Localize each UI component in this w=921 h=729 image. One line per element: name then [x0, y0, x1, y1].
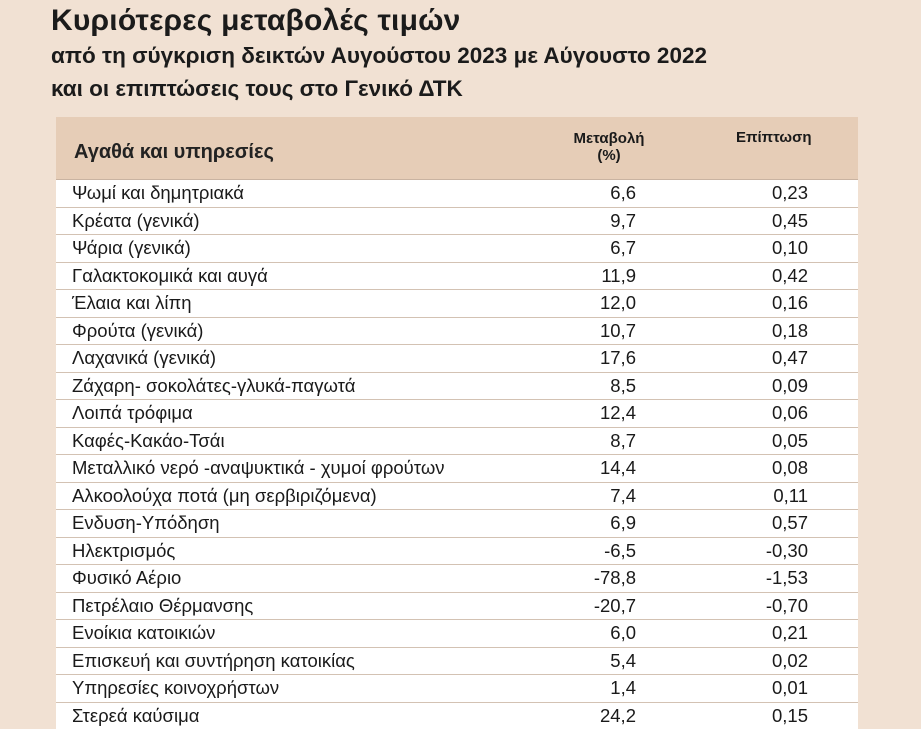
row-name: Λοιπά τρόφιμα [72, 400, 193, 427]
row-impact: 0,10 [772, 235, 808, 262]
row-change: 6,7 [610, 235, 636, 262]
row-name: Πετρέλαιο Θέρμανσης [72, 593, 253, 620]
row-impact: 0,02 [772, 648, 808, 675]
table-row [56, 565, 858, 593]
row-impact: 0,21 [772, 620, 808, 647]
row-impact: 0,42 [772, 263, 808, 290]
row-impact: 0,08 [772, 455, 808, 482]
table-row [56, 593, 858, 621]
table-row [56, 345, 858, 373]
row-change: 7,4 [610, 483, 636, 510]
row-change: 10,7 [600, 318, 636, 345]
row-impact: 0,45 [772, 208, 808, 235]
row-name: Λαχανικά (γενικά) [72, 345, 216, 372]
header-impact: Επίπτωση [736, 129, 812, 146]
row-name: Ψωμί και δημητριακά [72, 180, 244, 207]
table-row [56, 290, 858, 318]
row-impact: -1,53 [766, 565, 808, 592]
row-impact: 0,23 [772, 180, 808, 207]
header-change-label: Μεταβολή [554, 130, 664, 147]
row-change: -20,7 [594, 593, 636, 620]
row-change: -6,5 [604, 538, 636, 565]
row-name: Φρούτα (γενικά) [72, 318, 203, 345]
row-change: 6,9 [610, 510, 636, 537]
row-impact: 0,57 [772, 510, 808, 537]
row-impact: 0,09 [772, 373, 808, 400]
table-row [56, 648, 858, 676]
row-impact: 0,05 [772, 428, 808, 455]
table-row [56, 373, 858, 401]
table-row [56, 538, 858, 566]
row-name: Υπηρεσίες κοινοχρήστων [72, 675, 279, 702]
row-impact: 0,47 [772, 345, 808, 372]
table-row [56, 703, 858, 729]
row-name: Γαλακτοκομικά και αυγά [72, 263, 268, 290]
row-impact: 0,16 [772, 290, 808, 317]
row-change: 11,9 [601, 263, 636, 290]
row-name: Επισκευή και συντήρηση κατοικίας [72, 648, 355, 675]
table-row [56, 318, 858, 346]
row-change: 17,6 [600, 345, 636, 372]
table-row [56, 400, 858, 428]
row-change: 9,7 [610, 208, 636, 235]
table-row [56, 428, 858, 456]
page-title: Κυριότερες μεταβολές τιμών [51, 4, 461, 38]
row-name: Ηλεκτρισμός [72, 538, 175, 565]
table-row [56, 675, 858, 703]
subtitle-line-1: από τη σύγκριση δεικτών Αυγούστου 2023 με Αύγουστο 2022 [51, 43, 707, 69]
table-header [56, 117, 858, 180]
table-row [56, 510, 858, 538]
row-change: 5,4 [610, 648, 636, 675]
row-change: 6,0 [610, 620, 636, 647]
row-change: 24,2 [600, 703, 636, 729]
row-change: 8,5 [610, 373, 636, 400]
row-change: 6,6 [610, 180, 636, 207]
row-name: Φυσικό Αέριο [72, 565, 181, 592]
row-impact: 0,15 [772, 703, 808, 729]
table-row [56, 180, 858, 208]
row-name: Στερεά καύσιμα [72, 703, 199, 729]
row-change: 8,7 [610, 428, 636, 455]
price-changes-table [56, 117, 858, 729]
table-row [56, 483, 858, 511]
table-row [56, 455, 858, 483]
table-row [56, 620, 858, 648]
row-name: Ψάρια (γενικά) [72, 235, 191, 262]
row-name: Ενδυση-Υπόδηση [72, 510, 220, 537]
header-change-unit: (%) [554, 147, 664, 164]
header-goods: Αγαθά και υπηρεσίες [74, 141, 274, 164]
row-impact: 0,06 [772, 400, 808, 427]
table-row [56, 208, 858, 236]
row-name: Μεταλλικό νερό -αναψυκτικά - χυμοί φρούτων [72, 455, 445, 482]
row-impact: 0,01 [772, 675, 808, 702]
row-change: 1,4 [610, 675, 636, 702]
row-name: Ενοίκια κατοικιών [72, 620, 215, 647]
row-impact: 0,18 [772, 318, 808, 345]
table-body [56, 180, 858, 729]
row-impact: 0,11 [773, 483, 808, 510]
row-name: Έλαια και λίπη [72, 290, 192, 317]
row-name: Αλκοολούχα ποτά (μη σερβιριζόμενα) [72, 483, 377, 510]
subtitle-line-2: και οι επιπτώσεις τους στο Γενικό ΔΤΚ [51, 76, 463, 102]
row-name: Κρέατα (γενικά) [72, 208, 200, 235]
row-name: Ζάχαρη- σοκολάτες-γλυκά-παγωτά [72, 373, 355, 400]
header-change [554, 130, 664, 164]
row-impact: -0,30 [766, 538, 808, 565]
row-change: 12,4 [600, 400, 636, 427]
row-name: Καφές-Κακάο-Τσάι [72, 428, 225, 455]
row-impact: -0,70 [766, 593, 808, 620]
row-change: 14,4 [600, 455, 636, 482]
row-change: -78,8 [594, 565, 636, 592]
table-row [56, 235, 858, 263]
table-row [56, 263, 858, 291]
row-change: 12,0 [600, 290, 636, 317]
